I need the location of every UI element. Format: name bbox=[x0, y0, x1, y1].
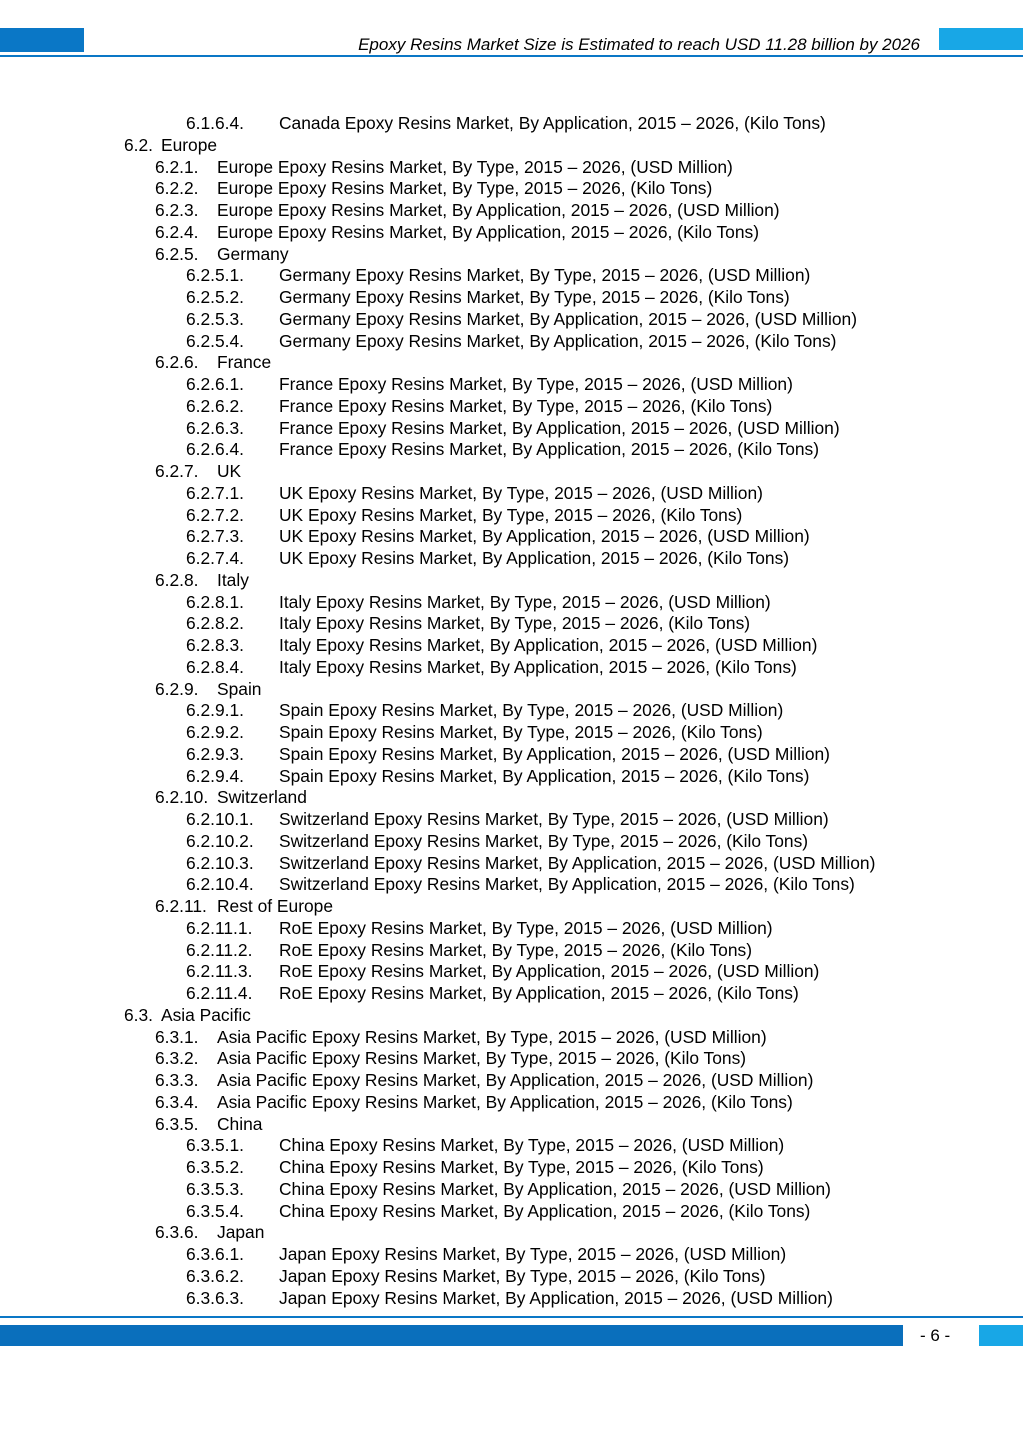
toc-entry-number: 6.3.5.2. bbox=[186, 1157, 245, 1177]
toc-entry-title: Spain Epoxy Resins Market, By Application, 2015 – 2026, (Kilo Tons) bbox=[279, 765, 810, 786]
toc-entry-number: 6.3.6.2. bbox=[186, 1265, 245, 1286]
toc-entry bbox=[0, 1266, 1023, 1288]
toc-entry-number: 6.2.6.1. bbox=[186, 374, 245, 394]
toc-entry-title: China Epoxy Resins Market, By Application, 2015 – 2026, (Kilo Tons) bbox=[279, 1200, 811, 1221]
toc-entry-title: Germany Epoxy Resins Market, By Application, 2015 – 2026, (USD Million) bbox=[279, 308, 858, 329]
toc-entry-number: 6.2.5.3. bbox=[186, 308, 245, 329]
toc-entry-title: Asia Pacific Epoxy Resins Market, By Type, 2015 – 2026, (USD Million) bbox=[217, 1026, 767, 1047]
toc-entry bbox=[0, 200, 1023, 222]
toc-entry bbox=[0, 940, 1023, 962]
toc-entry bbox=[0, 1092, 1023, 1114]
toc-entry-title: Italy Epoxy Resins Market, By Application, 2015 – 2026, (USD Million) bbox=[279, 635, 818, 655]
toc-entry bbox=[0, 1135, 1023, 1157]
toc-entry bbox=[0, 635, 1023, 657]
toc-entry-number: 6.3.5. bbox=[155, 1113, 199, 1134]
toc-entry-number: 6.3.6. bbox=[155, 1222, 199, 1243]
toc-entry bbox=[0, 135, 1023, 157]
toc-entry-title: China Epoxy Resins Market, By Type, 2015 – 2026, (Kilo Tons) bbox=[279, 1157, 764, 1177]
toc-entry bbox=[0, 1201, 1023, 1223]
toc-entry-title: UK Epoxy Resins Market, By Type, 2015 – 2026, (Kilo Tons) bbox=[279, 504, 743, 525]
toc-entry-number: 6.2.6. bbox=[155, 352, 199, 373]
toc-entry-number: 6.2.10.2. bbox=[186, 830, 254, 851]
toc-entry-number: 6.3.2. bbox=[155, 1048, 199, 1069]
toc-entry-title: China bbox=[217, 1113, 263, 1134]
header-accent-right bbox=[939, 28, 1023, 50]
toc-entry-number: 6.3.1. bbox=[155, 1026, 199, 1047]
toc-entry bbox=[0, 766, 1023, 788]
toc-entry bbox=[0, 853, 1023, 875]
toc-entry-number: 6.2.11.1. bbox=[186, 917, 253, 938]
toc-entry bbox=[0, 679, 1023, 701]
toc-entry-title: Italy Epoxy Resins Market, By Type, 2015 – 2026, (USD Million) bbox=[279, 591, 771, 612]
toc-entry-number: 6.2.5.2. bbox=[186, 287, 245, 307]
toc-entry-title: Europe Epoxy Resins Market, By Type, 2015 – 2026, (USD Million) bbox=[217, 156, 733, 177]
toc-entry-number: 6.2.11.3. bbox=[186, 961, 253, 982]
toc-entry bbox=[0, 831, 1023, 853]
toc-entry-number: 6.2.6.2. bbox=[186, 395, 245, 416]
toc-entry bbox=[0, 700, 1023, 722]
footer-rule bbox=[0, 1316, 1023, 1318]
toc-entry bbox=[0, 178, 1023, 200]
toc-entry-number: 6.2.11. bbox=[155, 896, 207, 916]
toc-entry-number: 6.2.10.4. bbox=[186, 874, 254, 895]
toc-entry-number: 6.2.9.2. bbox=[186, 722, 245, 742]
toc-entry bbox=[0, 1288, 1023, 1310]
toc-entry-number: 6.3.3. bbox=[155, 1070, 199, 1090]
toc-entry-title: Asia Pacific Epoxy Resins Market, By Type, 2015 – 2026, (Kilo Tons) bbox=[217, 1048, 747, 1069]
toc-entry-number: 6.2.8.3. bbox=[186, 635, 245, 655]
toc-entry bbox=[0, 526, 1023, 548]
toc-entry-title: France bbox=[217, 352, 272, 373]
toc-entry-title: Asia Pacific bbox=[161, 1004, 251, 1025]
toc-entry-number: 6.3.5.4. bbox=[186, 1200, 245, 1221]
toc-entry bbox=[0, 374, 1023, 396]
toc-entry-number: 6.3.5.3. bbox=[186, 1178, 245, 1199]
toc-entry-number: 6.3.5.1. bbox=[186, 1135, 245, 1156]
toc-entry-number: 6.2.3. bbox=[155, 200, 199, 220]
toc-entry-title: China Epoxy Resins Market, By Type, 2015 – 2026, (USD Million) bbox=[279, 1135, 785, 1156]
toc-entry bbox=[0, 918, 1023, 940]
toc-entry-number: 6.2.10.3. bbox=[186, 852, 254, 873]
toc-entry bbox=[0, 809, 1023, 831]
toc-entry-number: 6.2.8.4. bbox=[186, 656, 245, 677]
toc-entry-number: 6.2.7.2. bbox=[186, 504, 245, 525]
toc-entry bbox=[0, 222, 1023, 244]
toc-entry-title: RoE Epoxy Resins Market, By Type, 2015 – 2026, (USD Million) bbox=[279, 917, 773, 938]
toc-entry-title: Switzerland Epoxy Resins Market, By Type, 2015 – 2026, (USD Million) bbox=[279, 809, 829, 829]
toc-entry bbox=[0, 396, 1023, 418]
toc-entry-number: 6.2.5. bbox=[155, 243, 199, 264]
toc-entry bbox=[0, 287, 1023, 309]
toc-entry-title: China Epoxy Resins Market, By Application, 2015 – 2026, (USD Million) bbox=[279, 1178, 831, 1199]
toc-entry-title: France Epoxy Resins Market, By Application, 2015 – 2026, (USD Million) bbox=[279, 417, 840, 438]
toc-entry-title: Germany bbox=[217, 243, 289, 264]
toc-entry bbox=[0, 309, 1023, 331]
toc-entry-title: UK Epoxy Resins Market, By Application, 2015 – 2026, (Kilo Tons) bbox=[279, 548, 790, 568]
toc-entry-title: Spain Epoxy Resins Market, By Type, 2015 – 2026, (USD Million) bbox=[279, 700, 784, 721]
toc-entry-title: Japan Epoxy Resins Market, By Application, 2015 – 2026, (USD Million) bbox=[279, 1287, 833, 1308]
toc-entry bbox=[0, 1070, 1023, 1092]
toc-entry bbox=[0, 874, 1023, 896]
toc-entry-number: 6.3.6.3. bbox=[186, 1287, 245, 1308]
toc-entry bbox=[0, 1114, 1023, 1136]
toc-entry-number: 6.2.5.1. bbox=[186, 265, 245, 286]
toc-entry-title: France Epoxy Resins Market, By Type, 2015 – 2026, (Kilo Tons) bbox=[279, 395, 773, 416]
toc-entry bbox=[0, 113, 1023, 135]
toc-entry bbox=[0, 1027, 1023, 1049]
toc-entry-title: Germany Epoxy Resins Market, By Application, 2015 – 2026, (Kilo Tons) bbox=[279, 330, 837, 351]
header-accent-left bbox=[0, 28, 84, 52]
toc-entry-number: 6.3.4. bbox=[155, 1091, 199, 1112]
toc-entry-number: 6.2.10.1. bbox=[186, 809, 254, 829]
toc-entry-title: Europe Epoxy Resins Market, By Type, 2015 – 2026, (Kilo Tons) bbox=[217, 178, 713, 199]
toc-entry-number: 6.2.7. bbox=[155, 461, 199, 481]
toc-entry bbox=[0, 722, 1023, 744]
toc-entry-title: Switzerland Epoxy Resins Market, By Application, 2015 – 2026, (USD Million) bbox=[279, 852, 876, 873]
toc-entry bbox=[0, 657, 1023, 679]
toc-entry-title: Italy Epoxy Resins Market, By Type, 2015 – 2026, (Kilo Tons) bbox=[279, 613, 751, 634]
toc-entry-title: Germany Epoxy Resins Market, By Type, 2015 – 2026, (USD Million) bbox=[279, 265, 811, 286]
toc-entry-title: Europe Epoxy Resins Market, By Application, 2015 – 2026, (USD Million) bbox=[217, 200, 780, 220]
toc-entry-number: 6.2.8.2. bbox=[186, 613, 245, 634]
toc-entry bbox=[0, 1005, 1023, 1027]
toc-entry bbox=[0, 331, 1023, 353]
toc-entry-number: 6.3.6.1. bbox=[186, 1244, 245, 1264]
toc-entry-number: 6.2.9. bbox=[155, 678, 199, 699]
toc-entry-title: Switzerland bbox=[217, 787, 307, 808]
toc-entry bbox=[0, 1179, 1023, 1201]
toc-entry bbox=[0, 1222, 1023, 1244]
toc-entry-title: Italy bbox=[217, 569, 249, 590]
toc-entry bbox=[0, 157, 1023, 179]
toc-entry bbox=[0, 352, 1023, 374]
toc-entry-number: 6.2.5.4. bbox=[186, 330, 245, 351]
toc-entry-number: 6.2.11.2. bbox=[186, 939, 253, 960]
toc-entry-number: 6.2.8.1. bbox=[186, 591, 245, 612]
toc-entry-number: 6.2.2. bbox=[155, 178, 199, 199]
toc-entry bbox=[0, 244, 1023, 266]
toc-entry-title: France Epoxy Resins Market, By Application, 2015 – 2026, (Kilo Tons) bbox=[279, 439, 820, 460]
toc-entry-number: 6.2.6.4. bbox=[186, 439, 245, 460]
toc-entry bbox=[0, 983, 1023, 1005]
toc-entry-title: Spain Epoxy Resins Market, By Type, 2015 – 2026, (Kilo Tons) bbox=[279, 722, 763, 742]
toc-entry-number: 6.2.6.3. bbox=[186, 417, 245, 438]
toc-entry bbox=[0, 613, 1023, 635]
toc-entry bbox=[0, 461, 1023, 483]
toc-entry bbox=[0, 1048, 1023, 1070]
toc-entry-title: Rest of Europe bbox=[217, 896, 334, 916]
toc-entry-title: Europe Epoxy Resins Market, By Application, 2015 – 2026, (Kilo Tons) bbox=[217, 221, 759, 242]
toc-entry bbox=[0, 787, 1023, 809]
toc-entry-title: Europe bbox=[161, 134, 218, 155]
toc-entry-title: Canada Epoxy Resins Market, By Application, 2015 – 2026, (Kilo Tons) bbox=[279, 113, 826, 133]
table-of-contents bbox=[0, 113, 1023, 1309]
toc-entry bbox=[0, 1157, 1023, 1179]
toc-entry-number: 6.2.11.4. bbox=[186, 983, 253, 1003]
toc-entry-title: Switzerland Epoxy Resins Market, By Type, 2015 – 2026, (Kilo Tons) bbox=[279, 830, 809, 851]
toc-entry bbox=[0, 548, 1023, 570]
toc-entry-title: Switzerland Epoxy Resins Market, By Application, 2015 – 2026, (Kilo Tons) bbox=[279, 874, 855, 895]
toc-entry-title: Asia Pacific Epoxy Resins Market, By Application, 2015 – 2026, (USD Million) bbox=[217, 1070, 814, 1090]
toc-entry bbox=[0, 570, 1023, 592]
toc-entry-title: Germany Epoxy Resins Market, By Type, 2015 – 2026, (Kilo Tons) bbox=[279, 287, 790, 307]
toc-entry-title: RoE Epoxy Resins Market, By Type, 2015 – 2026, (Kilo Tons) bbox=[279, 939, 753, 960]
toc-entry bbox=[0, 483, 1023, 505]
toc-entry-number: 6.2.1. bbox=[155, 156, 199, 177]
toc-entry-title: France Epoxy Resins Market, By Type, 2015 – 2026, (USD Million) bbox=[279, 374, 793, 394]
toc-entry-title: Spain bbox=[217, 678, 262, 699]
toc-entry-number: 6.2.8. bbox=[155, 569, 199, 590]
page-number: - 6 - bbox=[920, 1326, 951, 1345]
toc-entry-number: 6.2.4. bbox=[155, 221, 199, 242]
toc-entry-number: 6.1.6.4. bbox=[186, 113, 245, 133]
toc-entry-number: 6.2.10. bbox=[155, 787, 209, 808]
toc-entry-number: 6.2.9.4. bbox=[186, 765, 245, 786]
toc-entry bbox=[0, 265, 1023, 287]
toc-entry-title: RoE Epoxy Resins Market, By Application, 2015 – 2026, (Kilo Tons) bbox=[279, 983, 799, 1003]
footer-accent-right bbox=[979, 1325, 1023, 1346]
toc-entry bbox=[0, 961, 1023, 983]
footer-bar bbox=[0, 1325, 903, 1346]
toc-entry bbox=[0, 439, 1023, 461]
toc-entry-number: 6.3. bbox=[124, 1004, 154, 1025]
toc-entry-title: Japan bbox=[217, 1222, 265, 1243]
toc-entry bbox=[0, 744, 1023, 766]
toc-entry-number: 6.2. bbox=[124, 134, 154, 155]
toc-entry-title: UK Epoxy Resins Market, By Application, 2015 – 2026, (USD Million) bbox=[279, 526, 810, 547]
toc-entry-title: Japan Epoxy Resins Market, By Type, 2015 – 2026, (Kilo Tons) bbox=[279, 1265, 766, 1286]
toc-entry-number: 6.2.9.1. bbox=[186, 700, 245, 721]
toc-entry-number: 6.2.7.3. bbox=[186, 526, 245, 547]
header-title: Epoxy Resins Market Size is Estimated to reach USD 11.28 billion by 2026 bbox=[358, 35, 920, 54]
toc-entry-title: Japan Epoxy Resins Market, By Type, 2015 – 2026, (USD Million) bbox=[279, 1244, 787, 1264]
toc-entry bbox=[0, 896, 1023, 918]
toc-entry bbox=[0, 418, 1023, 440]
toc-entry-number: 6.2.7.1. bbox=[186, 482, 245, 503]
toc-entry-number: 6.2.9.3. bbox=[186, 743, 245, 764]
toc-entry-title: Asia Pacific Epoxy Resins Market, By Application, 2015 – 2026, (Kilo Tons) bbox=[217, 1091, 793, 1112]
toc-entry bbox=[0, 505, 1023, 527]
toc-entry bbox=[0, 1244, 1023, 1266]
toc-entry-title: Italy Epoxy Resins Market, By Application, 2015 – 2026, (Kilo Tons) bbox=[279, 656, 797, 677]
toc-entry-title: UK Epoxy Resins Market, By Type, 2015 – 2026, (USD Million) bbox=[279, 482, 763, 503]
toc-entry-title: RoE Epoxy Resins Market, By Application, 2015 – 2026, (USD Million) bbox=[279, 961, 820, 982]
header-rule bbox=[0, 55, 1023, 57]
toc-entry-title: UK bbox=[217, 461, 242, 481]
toc-entry bbox=[0, 592, 1023, 614]
toc-entry-number: 6.2.7.4. bbox=[186, 548, 245, 568]
toc-entry-title: Spain Epoxy Resins Market, By Application, 2015 – 2026, (USD Million) bbox=[279, 743, 830, 764]
